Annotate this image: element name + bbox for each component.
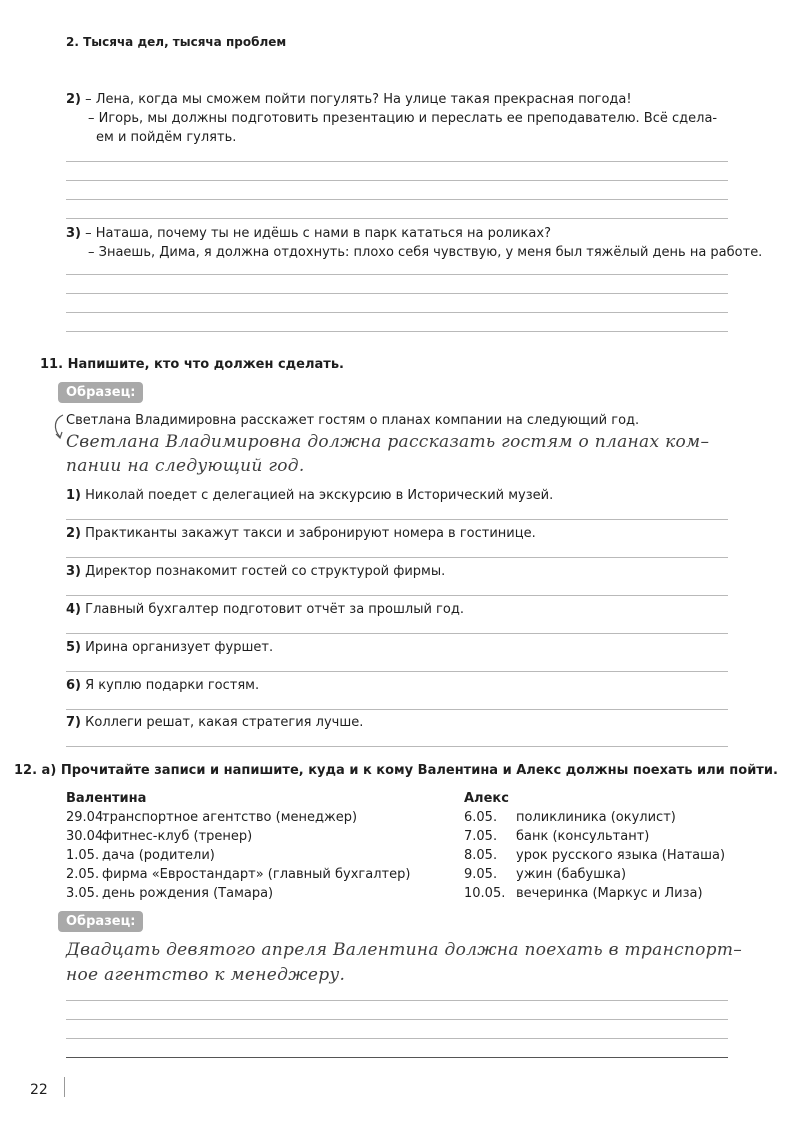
exercise-instruction: Прочитайте записи и напишите, куда и к кому Валентина и Алекс должны поехать или пойти. [60, 763, 778, 778]
answer-line[interactable] [66, 161, 728, 162]
item-number: 2) [66, 526, 81, 541]
alex-schedule [464, 789, 734, 903]
dialog-number: 2) [66, 92, 81, 107]
answer-line[interactable] [66, 180, 728, 181]
exercise-number: 11. [40, 357, 64, 372]
answer-line[interactable] [66, 709, 728, 710]
schedule-row [464, 865, 734, 884]
schedule-row [464, 808, 734, 827]
page-divider [64, 1077, 65, 1097]
schedule-date: 6.05. [464, 810, 498, 825]
schedule-row [66, 865, 446, 884]
item-number: 6) [66, 678, 81, 693]
schedule-row [464, 846, 734, 865]
exercise-item [66, 676, 259, 695]
answer-line[interactable] [66, 746, 728, 747]
answer-line[interactable] [66, 293, 728, 294]
exercise-12-title [14, 761, 778, 780]
answer-line[interactable] [66, 274, 728, 275]
answer-line[interactable] [66, 1019, 728, 1020]
column-name: Алекс [464, 791, 509, 806]
valentina-schedule [66, 789, 446, 903]
dialog-number: 3) [66, 226, 81, 241]
bottom-rule [66, 1057, 728, 1058]
item-text: Главный бухгалтер подготовит отчёт за прошлый год. [85, 602, 464, 617]
item-number: 7) [66, 715, 81, 730]
schedule-row [464, 827, 734, 846]
exercise-item [66, 524, 536, 543]
exercise-item [66, 600, 464, 619]
chapter-header: 2. Тысяча дел, тысяча проблем [66, 35, 287, 49]
item-text: Коллеги решат, какая стратегия лучше. [85, 715, 364, 730]
schedule-date: 30.04. [66, 829, 108, 844]
exercise-item [66, 713, 363, 732]
item-number: 5) [66, 640, 81, 655]
schedule-text: урок русского языка (Наташа) [516, 848, 726, 863]
schedule-row [464, 884, 734, 903]
exercise-instruction: Напишите, кто что должен сделать. [67, 357, 344, 372]
sample-text: Светлана Владимировна расскажет гостям о планах компании на следующий год. [66, 413, 640, 428]
schedule-row [66, 846, 446, 865]
schedule-text: дача (родители) [102, 848, 215, 863]
item-number: 3) [66, 564, 81, 579]
schedule-date: 2.05. [66, 867, 100, 882]
schedule-date: 8.05. [464, 848, 498, 863]
sample-label: Образец: [58, 382, 143, 403]
schedule-date: 9.05. [464, 867, 498, 882]
sample-handwriting: пании на следующий год. [66, 456, 305, 476]
item-number: 1) [66, 488, 81, 503]
page-number: 22 [30, 1082, 48, 1098]
schedule-text: день рождения (Тамара) [102, 886, 274, 901]
schedule-text: фитнес-клуб (тренер) [102, 829, 253, 844]
schedule-row [66, 884, 446, 903]
schedule-text: фирма «Евростандарт» (главный бухгалтер) [102, 867, 411, 882]
answer-line[interactable] [66, 331, 728, 332]
answer-line[interactable] [66, 312, 728, 313]
answer-line[interactable] [66, 199, 728, 200]
exercise-11-title [40, 355, 344, 374]
schedule-date: 1.05. [66, 848, 100, 863]
schedule-row [66, 827, 446, 846]
answer-line[interactable] [66, 519, 728, 520]
exercise-item [66, 486, 553, 505]
dialog-line: – Игорь, мы должны подготовить презентацию и переслать ее преподавателю. Всё сдела- [88, 111, 718, 126]
schedule-date: 3.05. [66, 886, 100, 901]
answer-line[interactable] [66, 671, 728, 672]
exercise-item [66, 562, 445, 581]
sample-label: Образец: [58, 911, 143, 932]
schedule-date: 7.05. [464, 829, 498, 844]
item-text: Директор познакомит гостей со структурой фирмы. [85, 564, 446, 579]
schedule-date: 10.05. [464, 886, 506, 901]
answer-line[interactable] [66, 633, 728, 634]
item-text: Практиканты закажут такси и забронируют номера в гостинице. [85, 526, 536, 541]
dialog-line: – Наташа, почему ты не идёшь с нами в парк кататься на роликах? [85, 226, 551, 241]
item-text: Николай поедет с делегацией на экскурсию в Исторический музей. [85, 488, 554, 503]
column-name: Валентина [66, 791, 147, 806]
answer-line[interactable] [66, 557, 728, 558]
item-text: Я куплю подарки гостям. [85, 678, 260, 693]
schedule-date: 29.04. [66, 810, 108, 825]
item-text: Ирина организует фуршет. [85, 640, 274, 655]
schedule-text: транспортное агентство (менеджер) [102, 810, 358, 825]
exercise-number: 12. а) [14, 763, 57, 778]
item-number: 4) [66, 602, 81, 617]
sample-handwriting: ное агентство к менеджеру. [66, 965, 346, 985]
dialog-2 [66, 90, 632, 109]
schedule-text: поликлиника (окулист) [516, 810, 676, 825]
schedule-text: вечеринка (Маркус и Лиза) [516, 886, 703, 901]
sample-handwriting: Светлана Владимировна должна рассказать гостям о планах ком– [66, 432, 710, 452]
dialog-line: – Знаешь, Дима, я должна отдохнуть: плохо себя чувствую, у меня был тяжёлый день на работе. [88, 245, 763, 260]
answer-line[interactable] [66, 1000, 728, 1001]
dialog-3 [66, 224, 551, 243]
answer-line[interactable] [66, 595, 728, 596]
sample-handwriting: Двадцать девятого апреля Валентина должна поехать в транспорт– [66, 940, 743, 960]
answer-line[interactable] [66, 218, 728, 219]
dialog-line: – Лена, когда мы сможем пойти погулять? На улице такая прекрасная погода! [85, 92, 632, 107]
schedule-row [66, 808, 446, 827]
schedule-text: ужин (бабушка) [516, 867, 627, 882]
answer-line[interactable] [66, 1038, 728, 1039]
dialog-line: ем и пойдём гулять. [96, 130, 237, 145]
exercise-item [66, 638, 273, 657]
schedule-text: банк (консультант) [516, 829, 650, 844]
